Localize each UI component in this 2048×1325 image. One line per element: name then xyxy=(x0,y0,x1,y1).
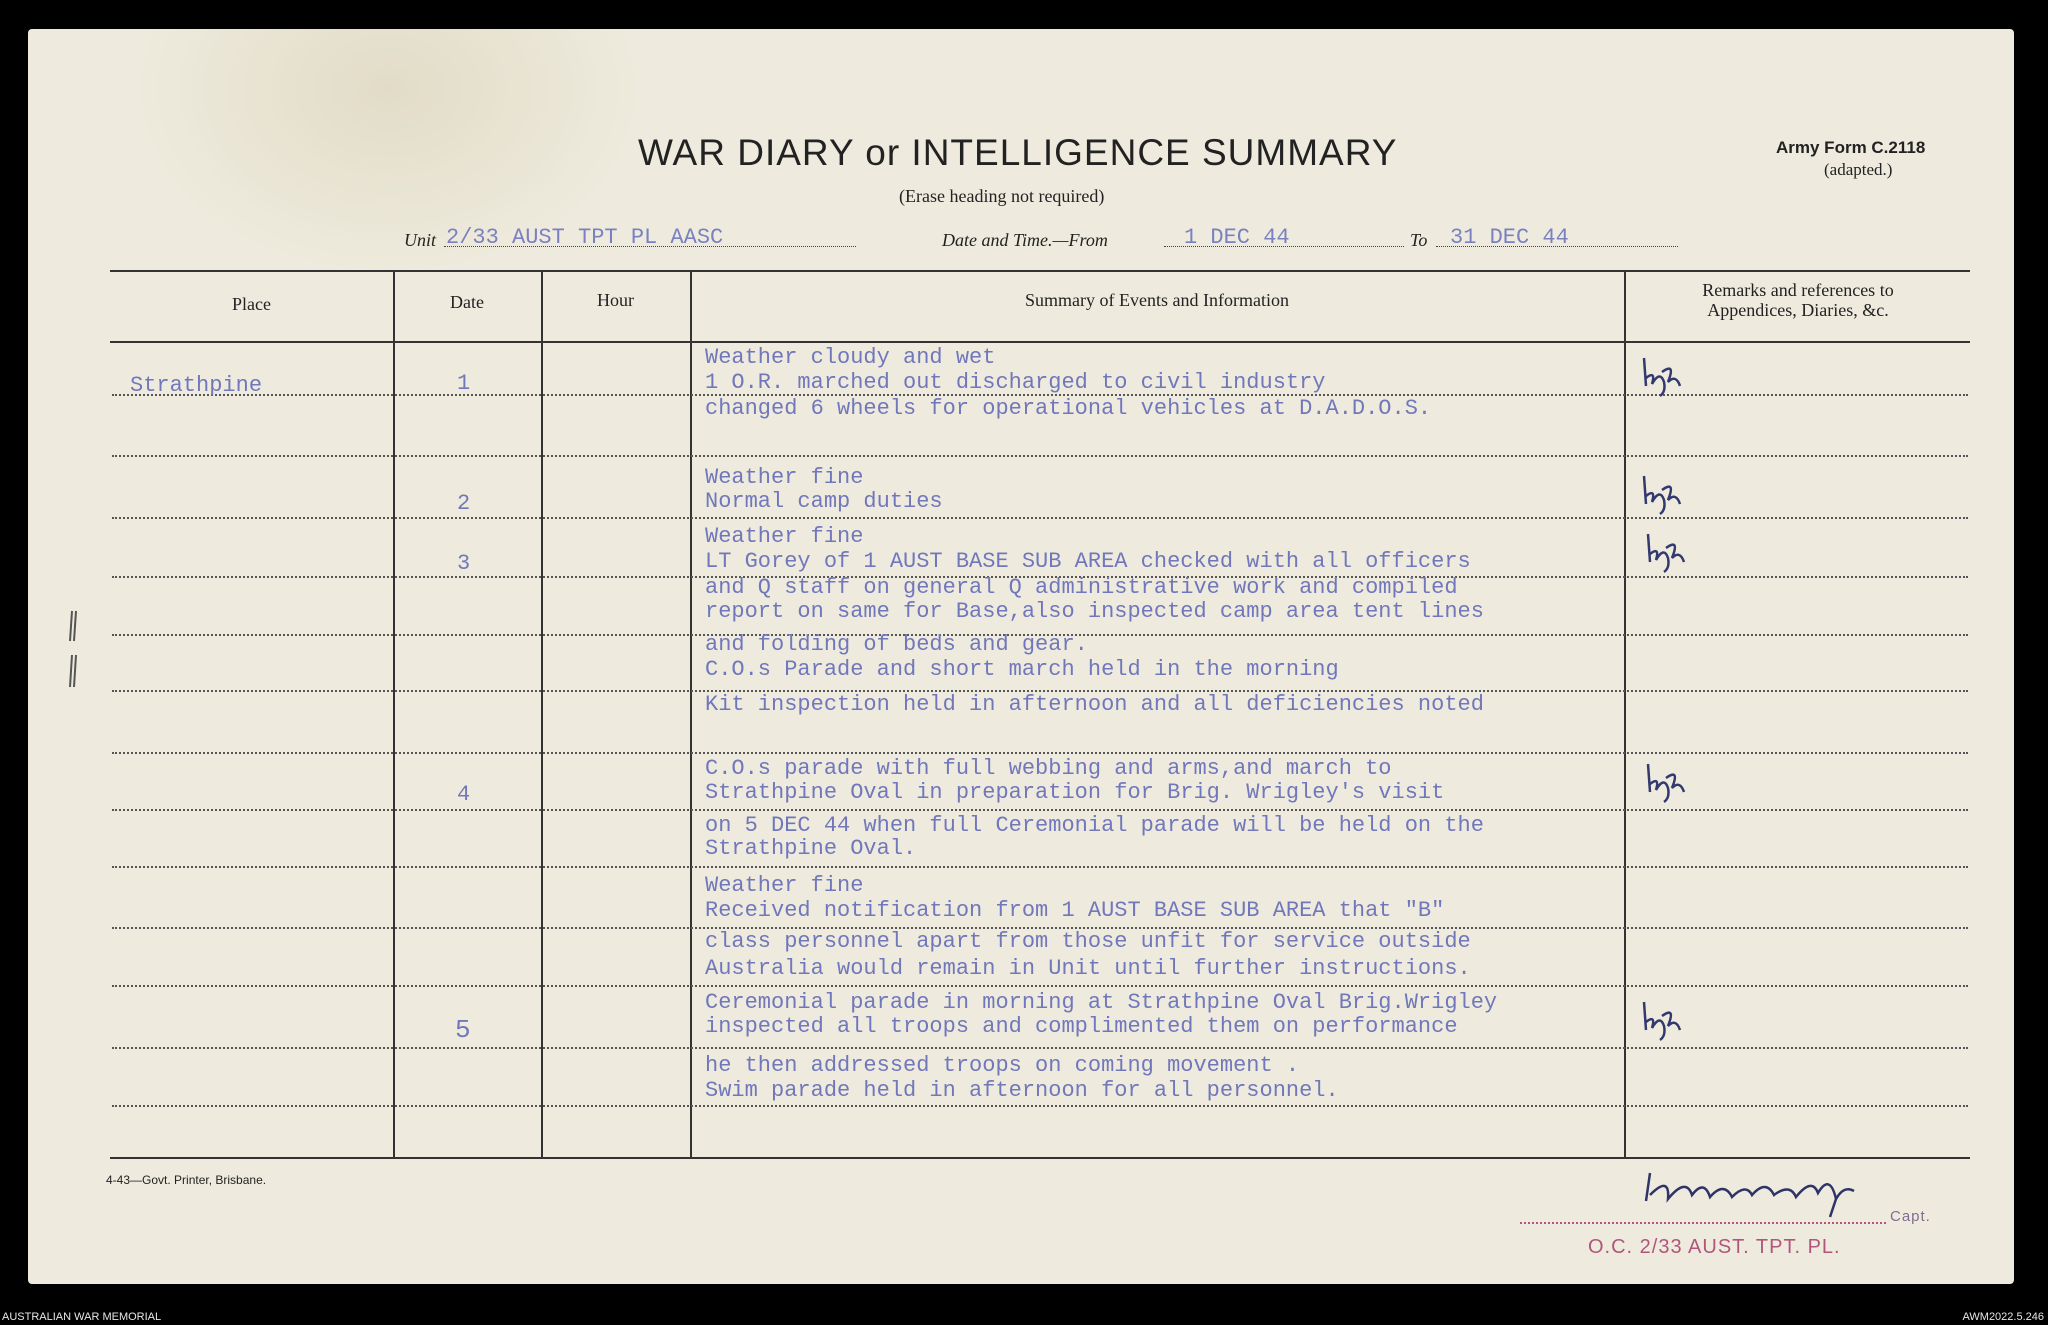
date-entry: 1 xyxy=(457,371,471,396)
date-entry: 5 xyxy=(455,1015,471,1045)
row-rule xyxy=(112,517,1968,519)
summary-line: C.O.s Parade and short march held in the morning xyxy=(705,657,1339,682)
column-rule-1 xyxy=(393,270,395,1157)
summary-line: and Q staff on general Q administrative work and compiled xyxy=(705,575,1458,600)
form-subtitle: (Erase heading not required) xyxy=(899,186,1105,206)
summary-line: Normal camp duties xyxy=(705,489,943,514)
handwritten-initials-mark xyxy=(1640,758,1690,806)
handwritten-initials-mark xyxy=(1640,528,1690,576)
date-entry: 2 xyxy=(457,491,471,516)
column-rule-4 xyxy=(1624,270,1626,1157)
header-remarks-line2: Appendices, Diaries, &c. xyxy=(1707,300,1889,320)
summary-line: C.O.s parade with full webbing and arms,and march to xyxy=(705,756,1392,781)
summary-line: Strathpine Oval. xyxy=(705,836,917,861)
summary-line: Ceremonial parade in morning at Strathpine Oval Brig.Wrigley xyxy=(705,990,1498,1015)
row-rule xyxy=(112,455,1968,457)
date-from-label: Date and Time.—From xyxy=(942,230,1108,250)
date-entry: 3 xyxy=(457,551,471,576)
row-rule xyxy=(112,866,1968,868)
table-bottom-rule xyxy=(110,1157,1970,1159)
summary-line: changed 6 wheels for operational vehicles at D.A.D.O.S. xyxy=(705,396,1432,421)
printer-credit: 4-43—Govt. Printer, Brisbane. xyxy=(106,1173,267,1187)
summary-line: Weather cloudy and wet xyxy=(705,345,996,370)
summary-line: Strathpine Oval in preparation for Brig. Wrigley's visit xyxy=(705,780,1445,805)
summary-line: inspected all troops and complimented them on performance xyxy=(705,1014,1458,1039)
summary-line: LT Gorey of 1 AUST BASE SUB AREA checked with all officers xyxy=(705,549,1471,574)
archive-reference: AWM2022.5.246 xyxy=(1962,1311,2044,1323)
form-title: WAR DIARY or INTELLIGENCE SUMMARY xyxy=(638,132,1398,173)
row-rule xyxy=(112,809,1968,811)
summary-line: Kit inspection held in afternoon and all deficiencies noted xyxy=(705,692,1484,717)
row-rule xyxy=(112,985,1968,987)
header-summary: Summary of Events and Information xyxy=(1025,290,1289,310)
staple-holes-mark xyxy=(62,605,86,695)
summary-line: Received notification from 1 AUST BASE SUB AREA that "B" xyxy=(705,898,1445,923)
column-rule-2 xyxy=(541,270,543,1157)
unit-label: Unit xyxy=(404,230,437,250)
from-value: 1 DEC 44 xyxy=(1184,225,1290,250)
signature-dotted-line xyxy=(1520,1222,1886,1224)
row-rule xyxy=(112,1047,1968,1049)
column-rule-3 xyxy=(690,270,692,1157)
header-date: Date xyxy=(450,292,484,312)
handwritten-initials-mark xyxy=(1636,996,1686,1044)
place-entry: Strathpine xyxy=(130,373,263,398)
handwritten-signature xyxy=(1640,1165,1880,1221)
summary-line: and folding of beds and gear. xyxy=(705,632,1088,657)
army-form-adapted: (adapted.) xyxy=(1824,160,1893,179)
summary-line: Weather fine xyxy=(705,524,864,549)
capt-label: Capt. xyxy=(1890,1208,1931,1225)
summary-line: Australia would remain in Unit until further instructions. xyxy=(705,956,1471,981)
header-place: Place xyxy=(232,294,271,314)
date-entry: 4 xyxy=(457,782,471,807)
summary-line: class personnel apart from those unfit for service outside xyxy=(705,929,1471,954)
summary-line: Weather fine xyxy=(705,873,864,898)
handwritten-initials-mark xyxy=(1636,352,1686,400)
summary-line: 1 O.R. marched out discharged to civil industry xyxy=(705,370,1326,395)
summary-line: he then addressed troops on coming movement . xyxy=(705,1053,1300,1078)
summary-line: Swim parade held in afternoon for all personnel. xyxy=(705,1078,1339,1103)
date-to-label: To xyxy=(1410,230,1428,250)
table-top-rule xyxy=(110,270,1970,272)
summary-line: report on same for Base,also inspected camp area tent lines xyxy=(705,599,1484,624)
oc-stamp: O.C. 2/33 AUST. TPT. PL. xyxy=(1588,1236,1841,1258)
summary-line: Weather fine xyxy=(705,465,864,490)
header-hour: Hour xyxy=(597,290,634,310)
to-value: 31 DEC 44 xyxy=(1450,225,1569,250)
row-rule xyxy=(112,1105,1968,1107)
summary-line: on 5 DEC 44 when full Ceremonial parade will be held on the xyxy=(705,813,1484,838)
handwritten-initials-mark xyxy=(1636,470,1686,518)
army-form-number: Army Form C.2118 xyxy=(1776,138,1926,157)
unit-value: 2/33 AUST TPT PL AASC xyxy=(446,225,724,250)
row-rule xyxy=(112,752,1968,754)
header-bottom-rule xyxy=(110,341,1970,343)
header-remarks-line1: Remarks and references to xyxy=(1702,280,1894,300)
archive-credit: AUSTRALIAN WAR MEMORIAL xyxy=(2,1311,162,1323)
